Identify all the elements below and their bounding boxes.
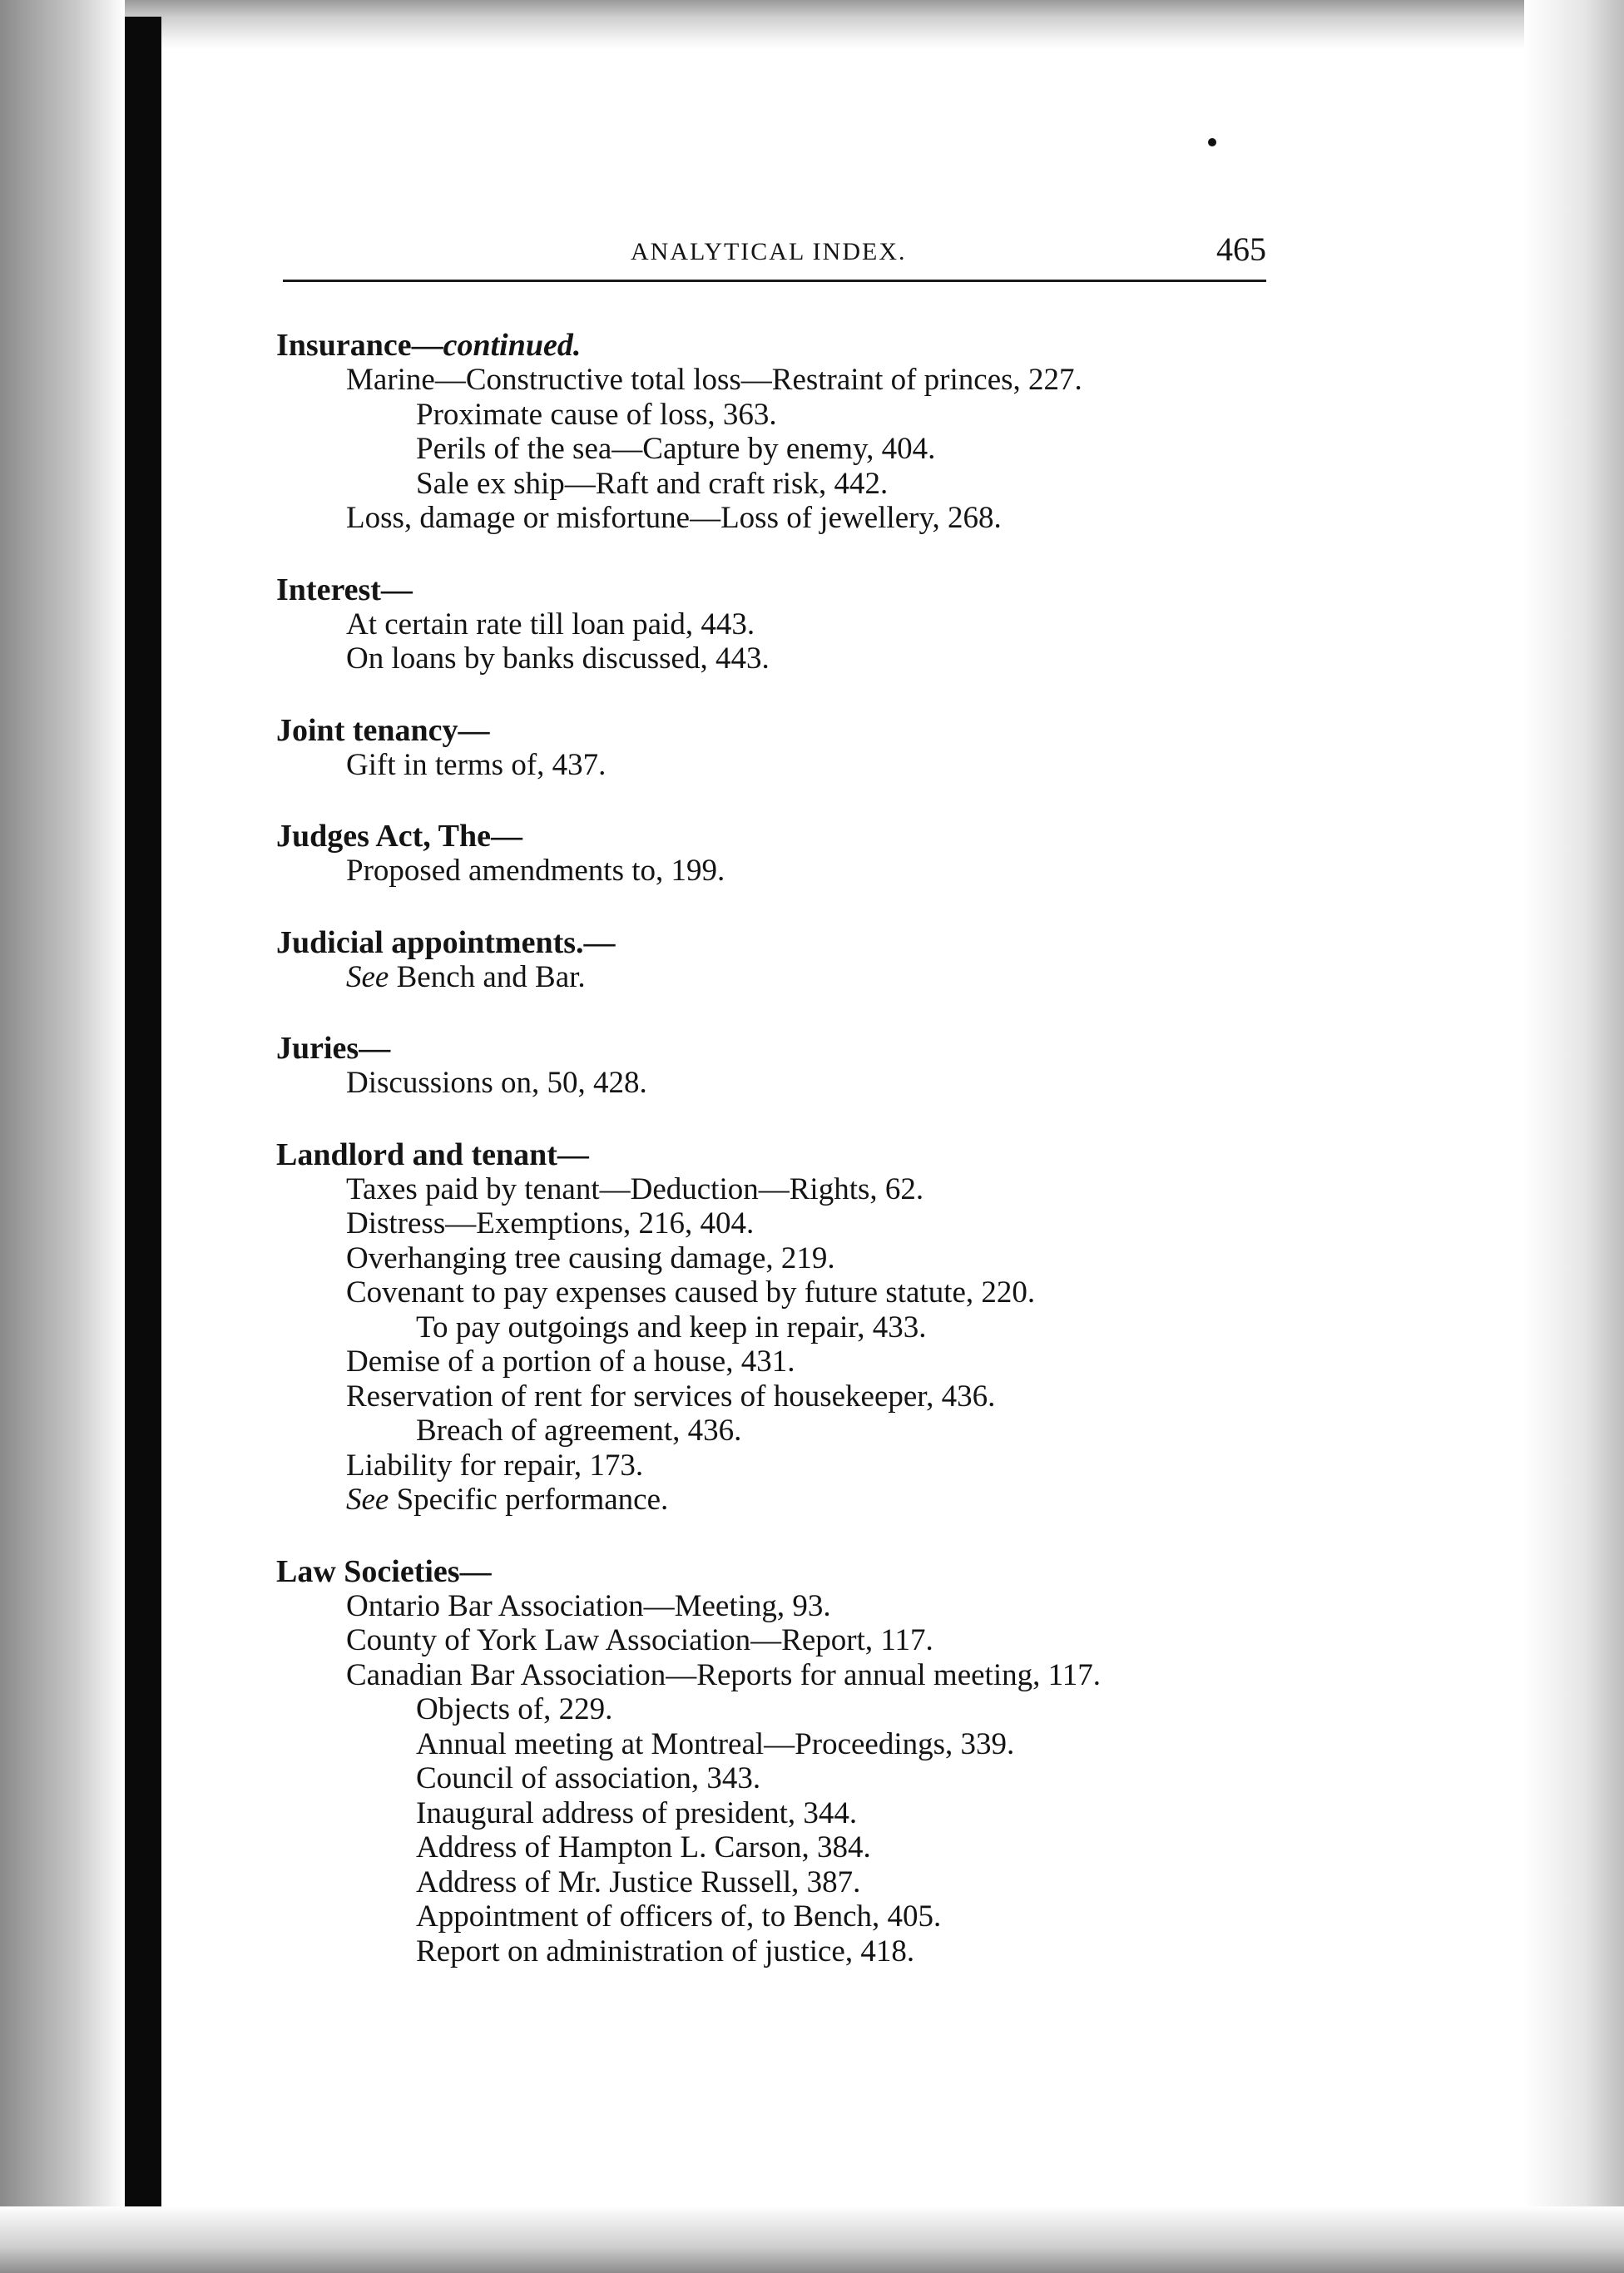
index-entry — [276, 819, 1316, 889]
entry-heading: Law Societies— — [276, 1553, 492, 1589]
subentry: Distress—Exemptions, 216, 404. — [346, 1206, 755, 1240]
subentry: Proximate cause of loss, 363. — [416, 397, 777, 432]
subentry: Ontario Bar Association—Meeting, 93. — [346, 1588, 831, 1623]
subentry: Report on administration of justice, 418. — [416, 1934, 915, 1968]
running-head — [283, 230, 1266, 276]
subentry: Covenant to pay expenses caused by future statute, 220. — [346, 1275, 1036, 1310]
header-rule — [283, 280, 1266, 282]
subentry: Perils of the sea—Capture by enemy, 404. — [416, 432, 936, 466]
index-content — [276, 328, 1316, 2005]
see-label: See — [346, 1483, 389, 1517]
see-label: See — [346, 959, 389, 994]
subentry: Annual meeting at Montreal—Proceedings, 339. — [416, 1726, 1015, 1761]
entry-heading: Landlord and tenant— — [276, 1136, 589, 1172]
subentry: Marine—Constructive total loss—Restraint of princes, 227. — [346, 363, 1082, 397]
index-entry — [276, 328, 1316, 536]
subentry: At certain rate till loan paid, 443. — [346, 607, 755, 641]
index-entry — [276, 925, 1316, 995]
book-spine-shadow — [125, 17, 161, 2273]
subentry: Appointment of officers of, to Bench, 405. — [416, 1899, 942, 1934]
subentry: Objects of, 229. — [416, 1692, 613, 1726]
subentry: Gift in terms of, 437. — [346, 747, 607, 782]
scan-top-edge — [0, 0, 1624, 50]
entry-heading: Judicial appointments.— — [276, 924, 616, 960]
index-entry — [276, 1137, 1316, 1518]
subentry: To pay outgoings and keep in repair, 433. — [416, 1310, 927, 1344]
subentry: Taxes paid by tenant—Deduction—Rights, 62. — [346, 1171, 924, 1206]
subentry: Demise of a portion of a house, 431. — [346, 1344, 795, 1379]
scan-right-edge — [1524, 0, 1624, 2273]
scan-left-shadow — [0, 0, 125, 2273]
subentry: County of York Law Association—Report, 117. — [346, 1623, 933, 1657]
entry-heading: Insurance—continued. — [276, 328, 582, 363]
subentry: Proposed amendments to, 199. — [346, 854, 725, 888]
subentry: Loss, damage or misfortune—Loss of jewellery, 268. — [346, 501, 1002, 535]
subentry: Discussions on, 50, 428. — [346, 1066, 647, 1100]
page-number: 465 — [1216, 230, 1266, 268]
subentry: Sale ex ship—Raft and craft risk, 442. — [416, 466, 889, 501]
subentry: On loans by banks discussed, 443. — [346, 641, 770, 676]
index-entry — [276, 713, 1316, 783]
subentry: Overhanging tree causing damage, 219. — [346, 1240, 835, 1275]
subentry: Breach of agreement, 436. — [416, 1414, 742, 1448]
subentry: Liability for repair, 173. — [346, 1448, 644, 1483]
entry-heading: Joint tenancy— — [276, 712, 490, 748]
subentry: Canadian Bar Association—Reports for annual meeting, 117. — [346, 1657, 1101, 1692]
subentry: Reservation of rent for services of housekeeper, 436. — [346, 1379, 996, 1414]
subentry: Council of association, 343. — [416, 1761, 761, 1795]
index-entry — [276, 1031, 1316, 1101]
entry-heading: Judges Act, The— — [276, 819, 522, 854]
index-entry — [276, 572, 1316, 676]
entry-heading: Juries— — [276, 1031, 391, 1066]
subentry: Address of Hampton L. Carson, 384. — [416, 1830, 871, 1864]
heading-continued: continued. — [443, 328, 582, 363]
entry-heading: Interest— — [276, 572, 413, 607]
scan-bottom-edge — [0, 2206, 1624, 2273]
see-reference: See Specific performance. — [346, 1483, 669, 1517]
subentry: Inaugural address of president, 344. — [416, 1795, 858, 1830]
subentry: Address of Mr. Justice Russell, 387. — [416, 1864, 861, 1899]
running-title: ANALYTICAL INDEX. — [631, 238, 907, 265]
index-entry — [276, 1554, 1316, 1969]
scan-speck — [1208, 138, 1216, 146]
see-reference: See Bench and Bar. — [346, 959, 586, 994]
